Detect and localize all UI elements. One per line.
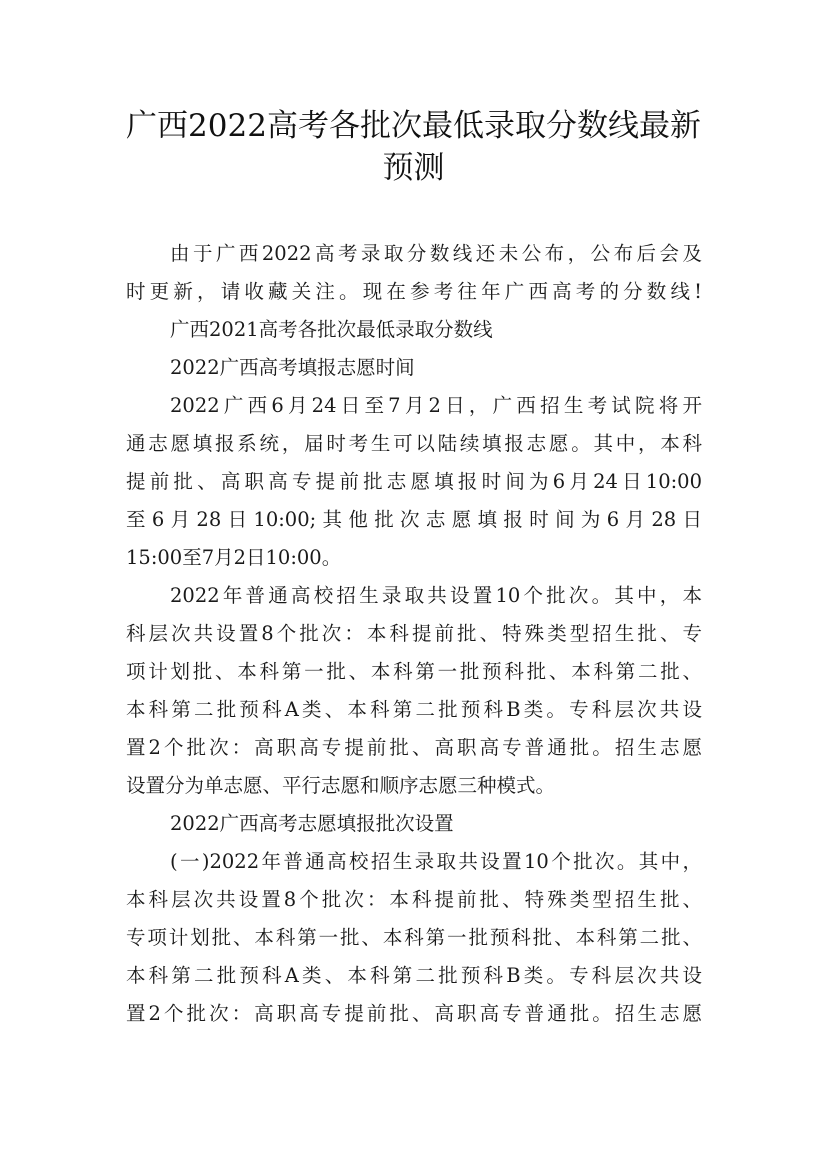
paragraph-line: 时更新，请收藏关注。现在参考往年广西高考的分数线! — [126, 280, 702, 303]
paragraph-line: 2022广西高考填报志愿时间 — [170, 356, 415, 379]
paragraph-line: 专项计划批、本科第一批、本科第一批预科批、本科第二批、 — [126, 926, 702, 949]
document-title-line-1: 广西2022高考各批次最低录取分数线最新 — [126, 108, 701, 144]
paragraph-line: 至6月28日10:00;其他批次志愿填报时间为6月28日 — [126, 508, 702, 531]
paragraph-line: 本科层次共设置8个批次：本科提前批、特殊类型招生批、 — [126, 888, 702, 911]
paragraph-line: 科层次共设置8个批次：本科提前批、特殊类型招生批、专 — [126, 622, 702, 645]
paragraph-line: 设置分为单志愿、平行志愿和顺序志愿三种模式。 — [126, 774, 556, 797]
paragraph-line: 15:00至7月2日10:00。 — [126, 546, 342, 569]
paragraph-line: 项计划批、本科第一批、本科第一批预科批、本科第二批、 — [126, 660, 702, 683]
paragraph-line: 置2个批次：高职高专提前批、高职高专普通批。招生志愿 — [126, 736, 702, 759]
paragraph-line: 通志愿填报系统，届时考生可以陆续填报志愿。其中，本科 — [126, 432, 702, 455]
paragraph-line: 2022年普通高校招生录取共设置10个批次。其中，本 — [170, 584, 702, 607]
paragraph-line: 提前批、高职高专提前批志愿填报时间为6月24日10:00 — [126, 470, 702, 493]
paragraph-line: 2022广西6月24日至7月2日，广西招生考试院将开 — [170, 394, 702, 417]
document-title-line-2: 预测 — [382, 150, 445, 186]
paragraph-line: 本科第二批预科A类、本科第二批预科B类。专科层次共设 — [126, 698, 702, 721]
paragraph-line: 2022广西高考志愿填报批次设置 — [170, 812, 454, 835]
paragraph-line: 广西2021高考各批次最低录取分数线 — [170, 318, 493, 341]
paragraph-line: 本科第二批预科A类、本科第二批预科B类。专科层次共设 — [126, 964, 702, 987]
paragraph-line: (一)2022年普通高校招生录取共设置10个批次。其中， — [170, 850, 702, 873]
paragraph-line: 置2个批次：高职高专提前批、高职高专普通批。招生志愿 — [126, 1002, 702, 1025]
paragraph-line: 由于广西2022高考录取分数线还未公布，公布后会及 — [170, 242, 702, 265]
